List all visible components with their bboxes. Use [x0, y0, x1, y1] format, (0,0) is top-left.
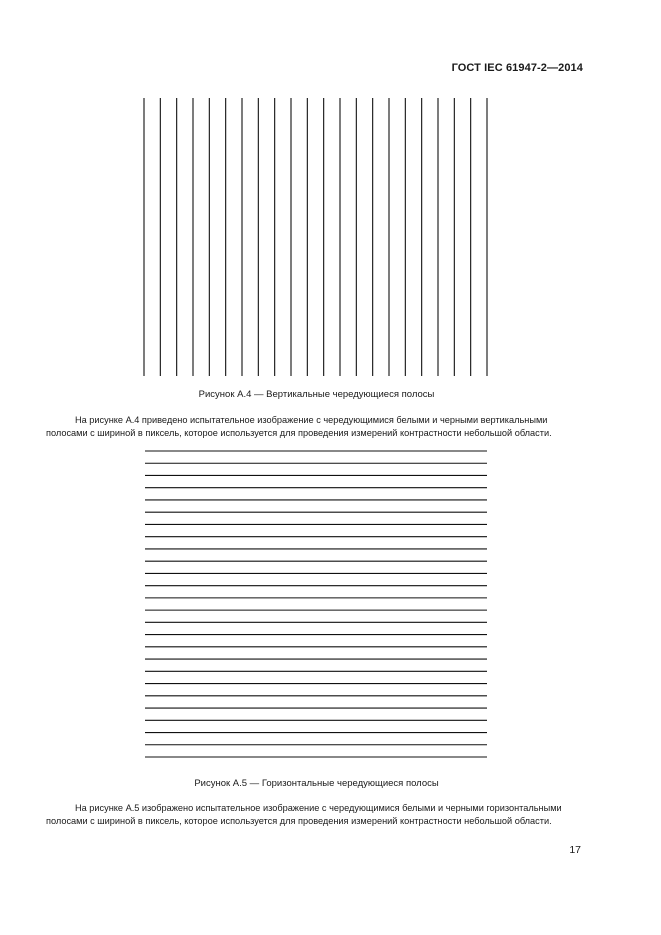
- paragraph-a5-line1: На рисунке А.5 изображено испытательное изображение с чередующимися белыми и черными горизонтальными: [75, 803, 562, 813]
- vertical-stripes-figure: [143, 98, 488, 376]
- paragraph-a4-line1: На рисунке А.4 приведено испытательное изображение с чередующимися белыми и черными вертикальными: [75, 415, 548, 425]
- paragraph-a5: [46, 802, 586, 828]
- paragraph-a5-line2: полосами с шириной в пиксель, которое используется для проведения измерений контрастности небольшой области.: [46, 816, 552, 826]
- paragraph-a4: [46, 414, 586, 440]
- figure-a4-caption: Рисунок А.4 — Вертикальные чередующиеся полосы: [198, 389, 435, 400]
- paragraph-a4-line2: полосами с шириной в пиксель, которое используется для проведения измерений контрастности небольшой области.: [46, 428, 552, 438]
- horizontal-stripes-figure: [145, 449, 487, 759]
- page-number: 17: [569, 844, 581, 856]
- standard-header: ГОСТ IEC 61947-2—2014: [451, 62, 583, 74]
- figure-a5-caption: Рисунок А.5 — Горизонтальные чередующиеся полосы: [194, 778, 439, 789]
